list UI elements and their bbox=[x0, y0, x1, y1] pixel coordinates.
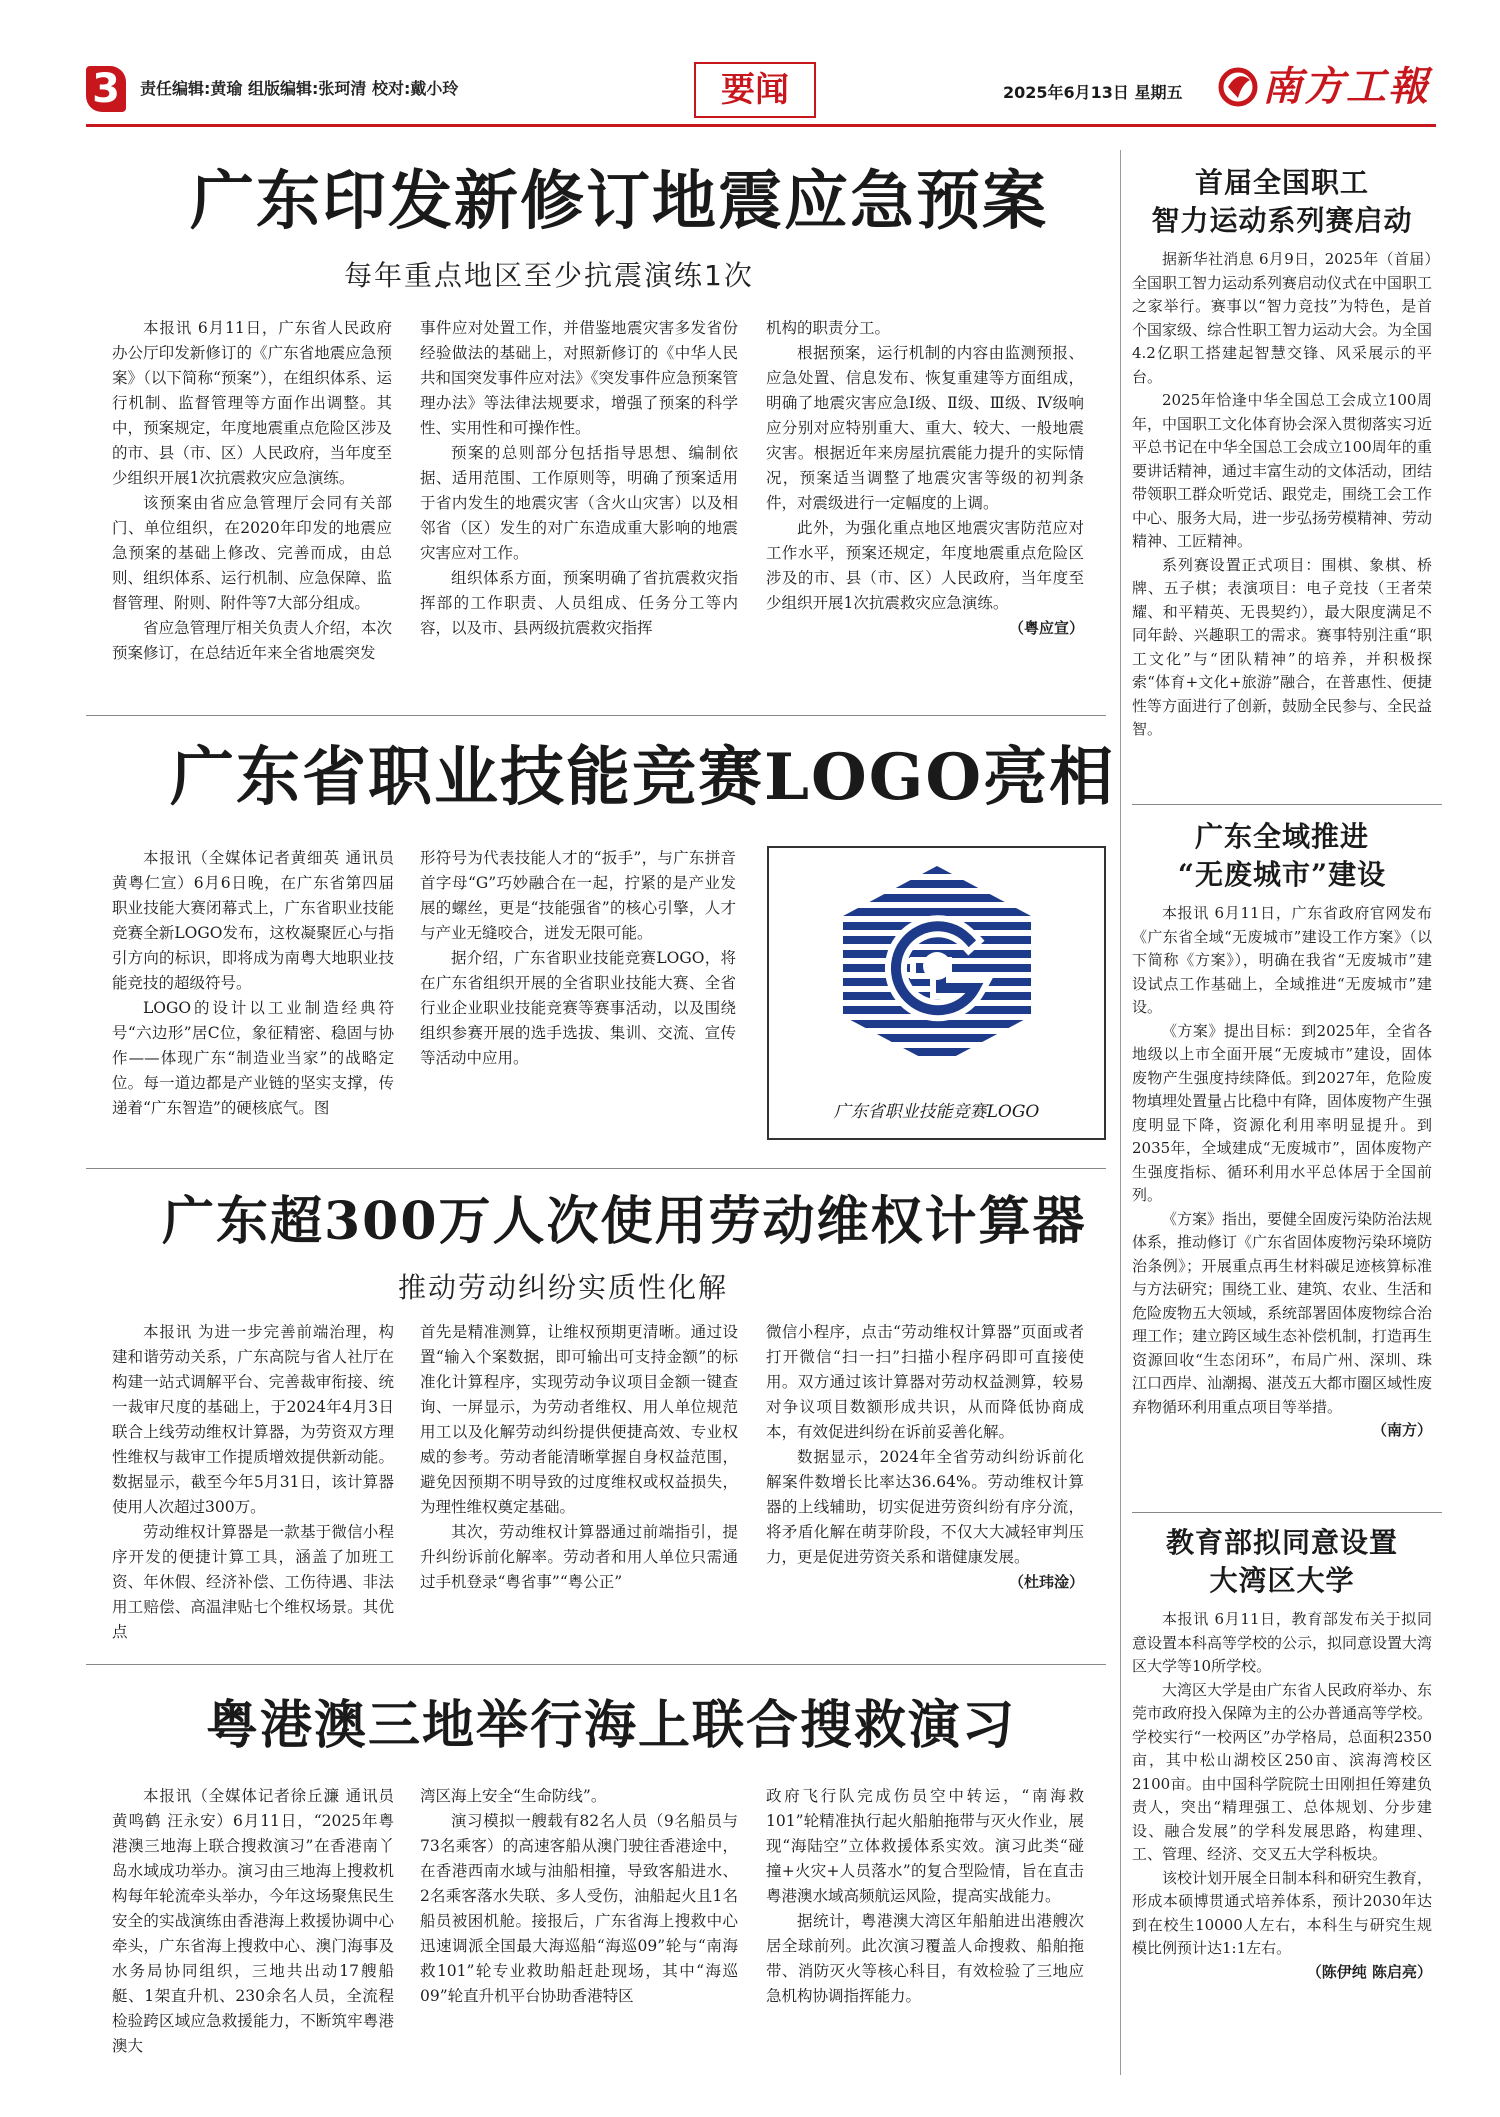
paragraph: 本报讯 6月11日，教育部发布关于拟同意设置本科高等学校的公示，拟同意设置大湾区大学等10所学校。 bbox=[1132, 1610, 1433, 1675]
article1-subtitle: 每年重点地区至少抗震演练1次 bbox=[344, 259, 754, 292]
article2-col1 bbox=[112, 846, 394, 1121]
sidebar-article-1 bbox=[1132, 164, 1442, 742]
article3-subtitle: 推动劳动纠纷实质性化解 bbox=[398, 1271, 729, 1304]
sidebar-rule bbox=[1132, 1512, 1442, 1513]
paragraph: 其次，劳动维权计算器通过前端指引，提升纠纷诉前化解率。劳动者和用人单位只需通过手机登录“粤省事”“粤公正” bbox=[420, 1523, 738, 1591]
paragraph: 系列赛设置正式项目：围棋、象棋、桥牌、五子棋；表演项目：电子竞技（王者荣耀、和平精英、无畏契约），最大限度满足不同年龄、兴趣职工的需求。赛事特别注重“职工文化”与“团队精神”的培养，并积极探索“体育+文化+旅游”融合，在普惠性、便捷性等方面进行了创新，鼓励全民参与、全民益智。 bbox=[1132, 555, 1433, 738]
sidebar-body bbox=[1132, 248, 1432, 742]
article3-col1 bbox=[112, 1320, 394, 1645]
paragraph: 微信小程序，点击“劳动维权计算器”页面或者打开微信“扫一扫”扫描小程序码即可直接使用。双方通过该计算器对劳动权益测算，较易对争议项目数额形成共识，从而降低协商成本，有效促进纠纷在诉前妥善化解。 bbox=[766, 1323, 1084, 1441]
paragraph: 该校计划开展全日制本科和研究生教育，形成本硕博贯通式培养体系，预计2030年达到在校生10000人左右，本科生与研究生规模比例预计达1:1左右。 bbox=[1132, 1868, 1433, 1957]
paragraph: 组织体系方面，预案明确了省抗震救灾指挥部的工作职责、人员组成、任务分工等内容，以及市、县两级抗震救灾指挥 bbox=[420, 569, 738, 637]
section-rule bbox=[86, 1168, 1106, 1169]
article2-title: 广东省职业技能竞赛LOGO亮相 bbox=[170, 740, 1116, 815]
paragraph: 形符号为代表技能人才的“扳手”，与广东拼音首字母“G”巧妙融合在一起，拧紧的是产业发展的螺丝，更是“技能强省”的核心引擎，人才与产业无缝咬合，迸发无限可能。 bbox=[420, 849, 736, 942]
article4-col3 bbox=[766, 1784, 1084, 2009]
paragraph: 本报讯 6月11日，广东省政府官网发布《广东省全域“无废城市”建设工作方案》（以下简称《方案》），明确在我省“无废城市”建设试点工作基础上，全域推进“无废城市”建设。 bbox=[1132, 904, 1432, 1016]
paragraph: 首先是精准测算，让维权预期更清晰。通过设置“输入个案数据，即可输出可支持金额”的标准化计算程序，实现劳动争议项目金额一键查询、一屏显示，为劳动者维权、用人单位规范用工以及化解劳动纠纷提供便捷高效、专业权威的参考。劳动者能清晰掌握自身权益范围，避免因预期不明导致的过度维权或权益损失，为理性维权奠定基础。 bbox=[420, 1323, 738, 1516]
paragraph: 本报讯（全媒体记者黄细英 通讯员黄粤仁宣）6月6日晚，在广东省第四届职业技能大赛闭幕式上，广东省职业技能竞赛全新LOGO发布，这枚凝聚匠心与指引方向的标识，即将成为南粤大地职业技能竞技的超级符号。 bbox=[112, 849, 394, 992]
skills-competition-logo-figure bbox=[767, 846, 1106, 1140]
sidebar-title: 教育部拟同意设置 bbox=[1165, 1526, 1398, 1559]
paragraph: 此外，为强化重点地区地震灾害防范应对工作水平，预案还规定，年度地震重点危险区涉及的市、县（市、区）人民政府，当年度至少组织开展1次抗震救灾应急演练。 bbox=[766, 519, 1084, 612]
paragraph: 本报讯（全媒体记者徐丘濂 通讯员黄鸣鹤 汪永安）6月11日，“2025年粤港澳三地海上联合搜救演习”在香港南丫岛水域成功举办。演习由三地海上搜救机构每年轮流牵头举办，今年这场聚焦民生安全的实战演练由香港海上救援协调中心牵头，广东省海上搜救中心、澳门海事及水务局协同组织，三地共出动17艘船艇、1架直升机、230余名人员，全流程检验跨区域应急救援能力，不断筑牢粤港澳大 bbox=[112, 1787, 394, 2055]
sidebar-title: “无废城市”建设 bbox=[1177, 858, 1387, 891]
paragraph: 据统计，粤港澳大湾区年船舶进出港艘次居全球前列。此次演习覆盖人命搜救、船舶拖带、消防灭火等核心科目，有效检验了三地应急机构协调指挥能力。 bbox=[766, 1912, 1084, 2005]
article3-byline: （杜玮淦） bbox=[1008, 1573, 1084, 1591]
paragraph: LOGO的设计以工业制造经典符号“六边形”居C位，象征精密、稳固与协作——体现广东“制造业当家”的战略定位。每一道边都是产业链的坚实支撑，传递着“广东智造”的硬核底气。图 bbox=[112, 999, 394, 1117]
paragraph: 湾区海上安全“生命防线”。 bbox=[420, 1787, 607, 1805]
editors-line: 责任编辑:黄瑜 组版编辑:张珂清 校对:戴小玲 bbox=[140, 79, 459, 98]
section-rule bbox=[86, 1664, 1106, 1665]
paragraph: 《方案》指出，要健全固废污染防治法规体系，推动修订《广东省固体废物污染环境防治条例》；开展重点再生材料碳足迹核算标准与方法研究；围绕工业、建筑、农业、生活和危险废物五大领域，系统部署固体废物综合治理工作；建立跨区域生态补偿机制，打造再生资源回收“生态闭环”，布局广州、深圳、珠江口西岸、汕潮揭、湛茂五大都市圈区域性废弃物循环利用重点项目等举措。 bbox=[1132, 1209, 1433, 1416]
header-rule bbox=[86, 124, 1436, 127]
paragraph: 机构的职责分工。 bbox=[766, 319, 891, 337]
section-label: 要闻 bbox=[694, 62, 816, 118]
masthead-name: 南方工報 bbox=[1262, 63, 1430, 110]
article4-title: 粤港澳三地举行海上联合搜救演习 bbox=[206, 1695, 1017, 1756]
paragraph: 据新华社消息 6月9日，2025年（首届）全国职工智力运动系列赛启动仪式在中国职工之家举行。赛事以“智力竞技”为特色，是首个国家级、综合性职工智力运动大会。为全国4.2亿职工搭建起智慧交锋、风采展示的平台。 bbox=[1132, 250, 1433, 386]
paragraph: 省应急管理厅相关负责人介绍，本次预案修订，在总结近年来全省地震突发 bbox=[112, 619, 392, 662]
article1-col1 bbox=[112, 316, 392, 666]
article1-byline: （粤应宣） bbox=[1008, 619, 1084, 637]
page-number: 3 bbox=[86, 66, 126, 112]
article4-col1 bbox=[112, 1784, 394, 2059]
paragraph: 据介绍，广东省职业技能竞赛LOGO，将在广东省组织开展的全省职业技能大赛、全省行业企业职业技能竞赛等赛事活动，以及围绕组织参赛开展的选手选拔、集训、交流、宣传等活动中应用。 bbox=[420, 949, 736, 1067]
article4-col2 bbox=[420, 1784, 738, 2009]
sidebar-article-3 bbox=[1132, 1524, 1442, 1984]
paragraph: 政府飞行队完成伤员空中转运，“南海救101”轮精准执行起火船舶拖带与灭火作业，展现“海陆空”立体救援体系实效。演习此类“碰撞+火灾+人员落水”的复合型险情，旨在直击粤港澳水域高频航运风险，提高实战能力。 bbox=[766, 1787, 1084, 1905]
article1-col3 bbox=[766, 316, 1084, 641]
sidebar-body bbox=[1132, 1608, 1432, 1984]
paragraph: 该预案由省应急管理厅会同有关部门、单位组织，在2020年印发的地震应急预案的基础上修改、完善而成，由总则、组织体系、运行机制、应急保障、监督管理、附则、附件等7大部分组成。 bbox=[112, 494, 392, 612]
logo-caption: 广东省职业技能竞赛LOGO bbox=[833, 1102, 1040, 1122]
sidebar-title: 智力运动系列赛启动 bbox=[1151, 204, 1413, 237]
column-divider bbox=[1120, 150, 1121, 2075]
paragraph: 大湾区大学是由广东省人民政府举办、东莞市政府投入保障为主的公办普通高等学校。学校实行“一校两区”办学格局，总面积2350亩，其中松山湖校区250亩、滨海湾校区2100亩。由中国科学院院士田刚担任筹建负责人，突出“精理强工、总体规划、分步建设、融合发展”的学科发展思路，构建理、工、管理、经济、交叉五大学科板块。 bbox=[1132, 1680, 1433, 1863]
paragraph: 演习模拟一艘载有82名人员（9名船员与73名乘客）的高速客船从澳门驶往香港途中，在香港西南水域与油船相撞，导致客船进水、2名乘客落水失联、多人受伤，油船起火且1名船员被困机舱。接报后，广东省海上搜救中心迅速调派全国最大海巡船“海巡09”轮与“南海救101”轮专业救助船赶赴现场，其中“海巡09”轮直升机平台协助香港特区 bbox=[420, 1812, 738, 2005]
paragraph: 预案的总则部分包括指导思想、编制依据、适用范围、工作原则等，明确了预案适用于省内发生的地震灾害（含火山灾害）以及相邻省（区）发生的对广东造成重大影响的地震灾害应对工作。 bbox=[420, 444, 738, 562]
sidebar-body bbox=[1132, 902, 1432, 1443]
paragraph: 事件应对处置工作，并借鉴地震灾害多发省份经验做法的基础上，对照新修订的《中华人民共和国突发事件应对法》《突发事件应急预案管理办法》等法律法规要求，增强了预案的科学性、实用性和可操作性。 bbox=[420, 319, 738, 437]
article2-col2 bbox=[420, 846, 736, 1071]
sidebar-article-2 bbox=[1132, 818, 1442, 1443]
sidebar-byline: （南方） bbox=[1371, 1421, 1432, 1439]
sidebar-title: 广东全域推进 bbox=[1194, 820, 1369, 853]
sidebar-title: 大湾区大学 bbox=[1209, 1564, 1355, 1597]
paragraph: 劳动维权计算器是一款基于微信小程序开发的便捷计算工具，涵盖了加班工资、年休假、经济补偿、工伤待遇、非法用工赔偿、高温津贴七个维权场景。其优点 bbox=[112, 1523, 394, 1641]
issue-date: 2025年6月13日 星期五 bbox=[1003, 83, 1183, 102]
paragraph: 数据显示，2024年全省劳动纠纷诉前化解案件数增长比率达36.64%。劳动维权计算器的上线辅助，切实促进劳资纠纷有序分流，将矛盾化解在萌芽阶段，不仅大大减轻审判压力，更是促进劳资关系和谐健康发展。 bbox=[766, 1448, 1084, 1566]
article3-col3 bbox=[766, 1320, 1084, 1595]
article1-col2 bbox=[420, 316, 738, 641]
article3-col2 bbox=[420, 1320, 738, 1595]
paragraph: 《方案》提出目标：到2025年，全省各地级以上市全面开展“无废城市”建设，固体废物产生强度持续降低。到2027年，危险废物填埋处置量占比稳中有降，固体废物产生强度明显下降，资源化利用率明显提升。到2035年，全域建成“无废城市”，固体废物产生强度指标、循环利用水平总体居于全国前列。 bbox=[1132, 1021, 1433, 1204]
sidebar-byline: （陈伊纯 陈启亮） bbox=[1306, 1962, 1432, 1981]
paragraph: 本报讯 为进一步完善前端治理，构建和谐劳动关系，广东高院与省人社厅在构建一站式调解平台、完善裁审衔接、统一裁审尺度的基础上，于2024年4月3日联合上线劳动维权计算器，为劳资双方理性维权与裁审工作提质增效提供新动能。数据显示，截至今年5月31日，该计算器使用人次超过300万。 bbox=[112, 1323, 394, 1516]
paragraph: 本报讯 6月11日，广东省人民政府办公厅印发新修订的《广东省地震应急预案》（以下简称“预案”），在组织体系、运行机制、监督管理等方面作出调整。其中，预案规定，年度地震重点危险区涉及的市、县（市、区）人民政府，当年度至少组织开展1次抗震救灾应急演练。 bbox=[112, 319, 392, 487]
section-rule bbox=[86, 715, 1106, 716]
sidebar-rule bbox=[1132, 804, 1442, 805]
masthead-logo bbox=[1216, 62, 1434, 112]
paragraph: 根据预案，运行机制的内容由监测预报、应急处置、信息发布、恢复重建等方面组成，明确了地震灾害应急Ⅰ级、Ⅱ级、Ⅲ级、Ⅳ级响应分别对应特别重大、重大、较大、一般地震灾害。根据近年来房屋抗震能力提升的实际情况，预案适当调整了地震灾害等级的初判条件，对震级进行一定幅度的上调。 bbox=[766, 344, 1084, 512]
paragraph: 2025年恰逢中华全国总工会成立100周年，中国职工文化体育协会深入贯彻落实习近平总书记在中华全国总工会成立100周年的重要讲话精神，通过丰富生动的文体活动，团结带领职工群众听党话、跟党走，围绕工会工作中心、服务大局，进一步弘扬劳模精神、劳动精神、工匠精神。 bbox=[1132, 391, 1433, 550]
sidebar-title: 首届全国职工 bbox=[1194, 166, 1369, 199]
article3-title: 广东超300万人次使用劳动维权计算器 bbox=[162, 1191, 1087, 1252]
skills-competition-logo-icon bbox=[769, 848, 1104, 1098]
article1-title: 广东印发新修订地震应急预案 bbox=[190, 164, 1048, 239]
